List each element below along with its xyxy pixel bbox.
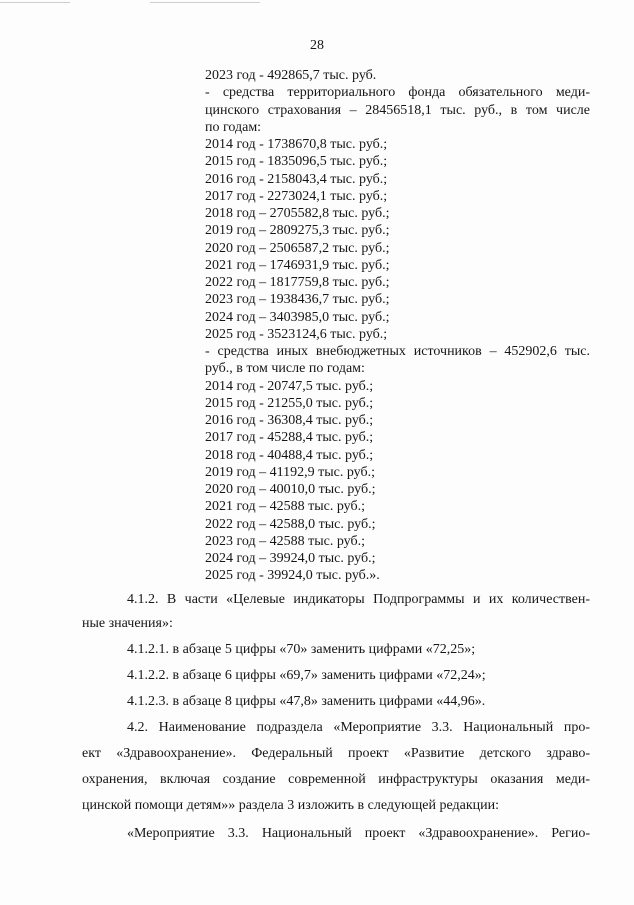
year-line: 2018 год – 2705582,8 тыс. руб.; xyxy=(205,206,390,221)
year-line: 2017 год - 2273024,1 тыс. руб.; xyxy=(205,188,388,204)
year-line: 2024 год – 39924,0 тыс. руб.; xyxy=(205,551,376,566)
document-body xyxy=(82,0,590,905)
text-line: - средства территориального фонда обязательного меди- xyxy=(205,85,590,101)
text-line: цинского страхования – 28456518,1 тыс. руб., в том числе xyxy=(205,102,590,118)
year-line: 2016 год - 2158043,4 тыс. руб.; xyxy=(205,171,388,187)
year-line: 2022 год – 42588,0 тыс. руб.; xyxy=(205,516,376,532)
paragraph-4-2-line: охранения, включая создание современной инфраструктуры оказания меди- xyxy=(82,772,590,787)
year-line: 2015 год - 21255,0 тыс. руб.; xyxy=(205,395,374,411)
text-line: - средства иных внебюджетных источников – 452902,6 тыс. xyxy=(205,344,590,359)
paragraph-4-1-2-line: 4.1.2. В части «Целевые индикаторы Подпрограммы и их количествен- xyxy=(127,592,590,607)
year-line: 2019 год – 2809275,3 тыс. руб.; xyxy=(205,223,390,239)
year-line: 2020 год – 2506587,2 тыс. руб.; xyxy=(205,240,390,256)
paragraph-4-1-2-1: 4.1.2.1. в абзаце 5 цифры «70» заменить цифрами «72,25»; xyxy=(127,642,476,657)
year-line: 2017 год - 45288,4 тыс. руб.; xyxy=(205,430,374,446)
year-line: 2015 год - 1835096,5 тыс. руб.; xyxy=(205,154,388,170)
year-line: 2019 год – 41192,9 тыс. руб.; xyxy=(205,464,375,480)
paragraph-4-1-2-3: 4.1.2.3. в абзаце 8 цифры «47,8» заменить цифрами «44,96». xyxy=(127,694,486,709)
year-line: 2018 год - 40488,4 тыс. руб.; xyxy=(205,447,374,463)
paragraph-4-1-2-2: 4.1.2.2. в абзаце 6 цифры «69,7» заменить цифрами «72,24»; xyxy=(127,668,486,683)
scan-edge-mark xyxy=(0,2,70,3)
year-line: 2024 год – 3403985,0 тыс. руб.; xyxy=(205,309,390,325)
year-line: 2025 год - 3523124,6 тыс. руб.; xyxy=(205,326,388,342)
year-line: 2021 год – 1746931,9 тыс. руб.; xyxy=(205,257,390,273)
year-line: 2014 год - 20747,5 тыс. руб.; xyxy=(205,378,374,394)
paragraph-4-2-line: цинской помощи детям»» раздела 3 изложить в следующей редакции: xyxy=(82,798,499,813)
paragraph-4-2-line: 4.2. Наименование подраздела «Мероприятие 3.3. Национальный про- xyxy=(127,720,590,735)
year-line: 2016 год - 36308,4 тыс. руб.; xyxy=(205,413,374,428)
paragraph-4-2-line: ект «Здравоохранение». Федеральный проект «Развитие детского здраво- xyxy=(82,746,590,761)
text-line: руб., в том числе по годам: xyxy=(205,361,365,377)
year-line: 2023 год – 42588 тыс. руб.; xyxy=(205,533,365,549)
paragraph-4-1-2-line: ные значения»: xyxy=(82,616,173,631)
page-number: 28 xyxy=(310,38,324,53)
year-line: 2022 год – 1817759,8 тыс. руб.; xyxy=(205,275,390,290)
paragraph-event-3-3-line: «Мероприятие 3.3. Национальный проект «Здравоохранение». Регио- xyxy=(127,826,590,841)
year-line: 2020 год – 40010,0 тыс. руб.; xyxy=(205,482,376,497)
text-line: 2023 год - 492865,7 тыс. руб. xyxy=(205,68,377,83)
year-line: 2025 год - 39924,0 тыс. руб.». xyxy=(205,568,380,584)
text-line: по годам: xyxy=(205,119,262,135)
year-line: 2023 год – 1938436,7 тыс. руб.; xyxy=(205,292,390,308)
year-line: 2021 год – 42588 тыс. руб.; xyxy=(205,499,365,515)
year-line: 2014 год - 1738670,8 тыс. руб.; xyxy=(205,137,388,152)
